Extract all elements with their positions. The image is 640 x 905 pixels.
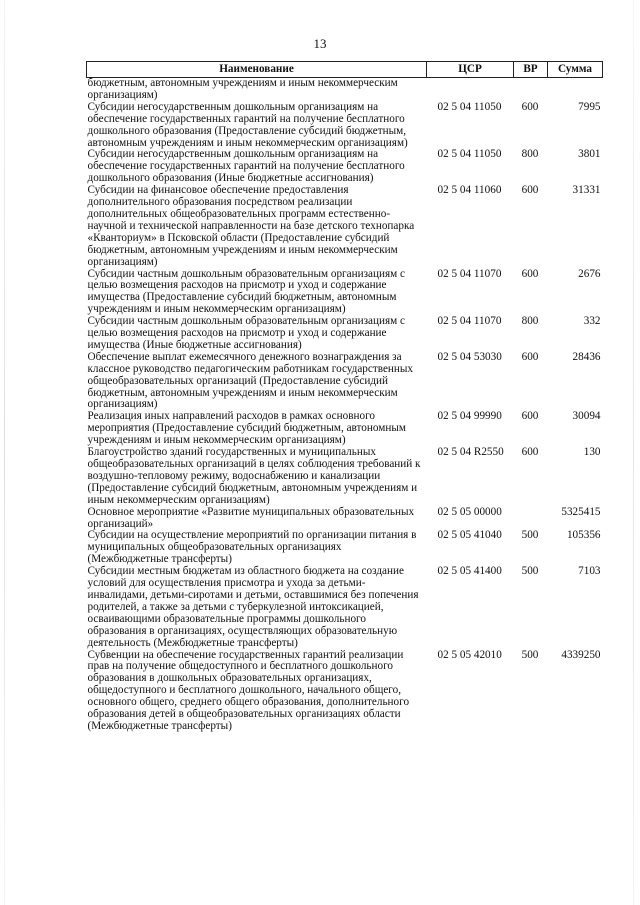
table-row [87,566,603,649]
row-csr: 02 5 04 53030 [437,350,502,363]
row-sum: 31331 [572,184,601,197]
table-row [87,185,603,268]
row-name: Субсидии частным дошкольным образовательным организациям с целью возмещения расходов на присмотр и уход и содержание имущества (Иные бюджетные ассигнования) [87,315,405,351]
row-sum: 130 [583,446,601,459]
row-csr: 02 5 04 11070 [437,315,502,328]
row-sum: 28436 [572,350,601,363]
row-vr: 600 [521,184,539,197]
row-name: Субсидии местным бюджетам из областного бюджета на создание условий для осуществления присмотра и ухода за детьми-инвалидами, детьми-сиротами и детьми, оставшимися без попечения родителей, а также за детьми с туберкулезной интоксикацией, осваивающими образовательные программы дошкольного образования в организациях, осуществляющих образовательную деятельность (Межбюджетные трансферты) [87,565,419,649]
row-vr: 600 [521,446,539,459]
row-sum: 30094 [572,410,601,423]
row-csr: 02 5 05 41040 [437,529,502,542]
row-name: Субсидии на финансовое обеспечение предоставления дополнительного образования посредством реализации дополнительных общеобразовательных программ естественно-научной и технической направленности на базе детского технопарка «Кванториум» в Псковской области (Предоставление субсидий бюджетным, автономным учреждениям и иным некоммерческим организациям) [87,184,415,268]
row-sum [548,78,603,102]
row-sum: 7103 [578,565,601,578]
row-name: Субсидии негосударственным дошкольным организациям на обеспечение государственных гарантий на получение бесплатного дошкольного образования (Предоставление субсидий бюджетным, автономным учреждениям и иным некоммерческим организациям) [87,100,408,149]
header-csr: ЦСР [427,62,514,78]
page-number: 13 [313,36,327,51]
row-vr: 800 [521,148,539,161]
table-row [87,650,603,733]
table-row [87,316,603,352]
row-vr: 800 [521,315,539,328]
row-vr: 600 [521,100,539,113]
row-sum: 7995 [578,100,601,113]
header-name: Наименование [87,62,427,78]
row-sum: 4339250 [561,648,601,661]
row-vr: 500 [521,648,539,661]
row-sum: 5325415 [561,505,601,518]
row-vr: 500 [521,529,539,542]
row-csr: 02 5 04 11050 [437,148,502,161]
row-vr: 600 [521,410,539,423]
row-csr: 02 5 04 11070 [437,267,502,280]
row-csr: 02 5 05 00000 [437,505,502,518]
row-name: Субвенции на обеспечение государственных гарантий реализации прав на получение общедоступного и бесплатного дошкольного образования в дошкольных образовательных организациях, общедоступного и бесплатного дошкольного, начального общего, основного общего, среднего общего образования, дополнительного образования детей в общеобразовательных организациях области (Межбюджетные трансферты) [87,648,410,732]
row-name: Субсидии частным дошкольным образовательным организациям с целью возмещения расходов на присмотр и уход и содержание имущества (Предоставление субсидий бюджетным, автономным учреждениям и иным некоммерческим организациям) [87,267,405,316]
row-sum: 2676 [578,267,601,280]
table-row [87,102,603,150]
table-row [87,149,603,185]
table-row [87,78,603,102]
budget-table [86,61,603,733]
row-csr: 02 5 04 R2550 [437,446,504,459]
table-row [87,507,603,531]
row-csr [427,78,514,102]
table-row [87,447,603,507]
scan-edge-left [4,0,5,905]
header-vr: ВР [514,62,548,78]
row-csr: 02 5 04 11050 [437,100,502,113]
row-name: Основное мероприятие «Развитие муниципальных образовательных организаций» [87,505,415,530]
table-row [87,269,603,317]
row-name: Субсидии негосударственным дошкольным организациям на обеспечение государственных гарантий на получение бесплатного дошкольного образования (Иные бюджетные ассигнования) [87,148,405,185]
row-csr: 02 5 05 41400 [437,565,502,578]
row-name: Благоустройство зданий государственных и муниципальных общеобразовательных организаций в целях соблюдения требований к воздушно-тепловому режиму, водоснабжению и канализации (Предоставление субсидий бюджетным, автономным учреждениям и иным некоммерческим организациям) [87,446,421,506]
table-row [87,411,603,447]
row-vr [514,507,548,531]
row-sum: 105356 [566,529,601,542]
row-csr: 02 5 05 42010 [437,648,502,661]
header-sum: Сумма [548,62,603,78]
row-vr: 600 [521,267,539,280]
table-row [87,530,603,566]
row-name: бюджетным, автономным учреждениям и иным некоммерческим организациям) [87,77,398,101]
table-header-row [87,62,603,78]
row-sum: 332 [583,315,601,328]
row-csr: 02 5 04 11060 [437,184,502,197]
row-sum: 3801 [578,148,601,161]
table-row [87,352,603,412]
row-vr: 600 [521,350,539,363]
row-name: Субсидии на осуществление мероприятий по организации питания в муниципальных общеобразовательных организациях (Межбюджетные трансферты) [87,529,417,566]
row-name: Обеспечение выплат ежемесячного денежного вознаграждения за классное руководство педагогическим работникам государственных общеобразовательных организаций (Предоставление субсидий бюджетным, автономным учреждениям и иным некоммерческим организациям) [87,350,414,411]
row-csr: 02 5 04 99990 [437,410,502,423]
scan-edge-right [633,0,634,905]
row-vr [514,78,548,102]
row-name: Реализация иных направлений расходов в рамках основного мероприятия (Предоставление субсидий бюджетным, автономным учреждениям и иным некоммерческим организациям) [87,410,406,447]
row-vr: 500 [521,565,539,578]
